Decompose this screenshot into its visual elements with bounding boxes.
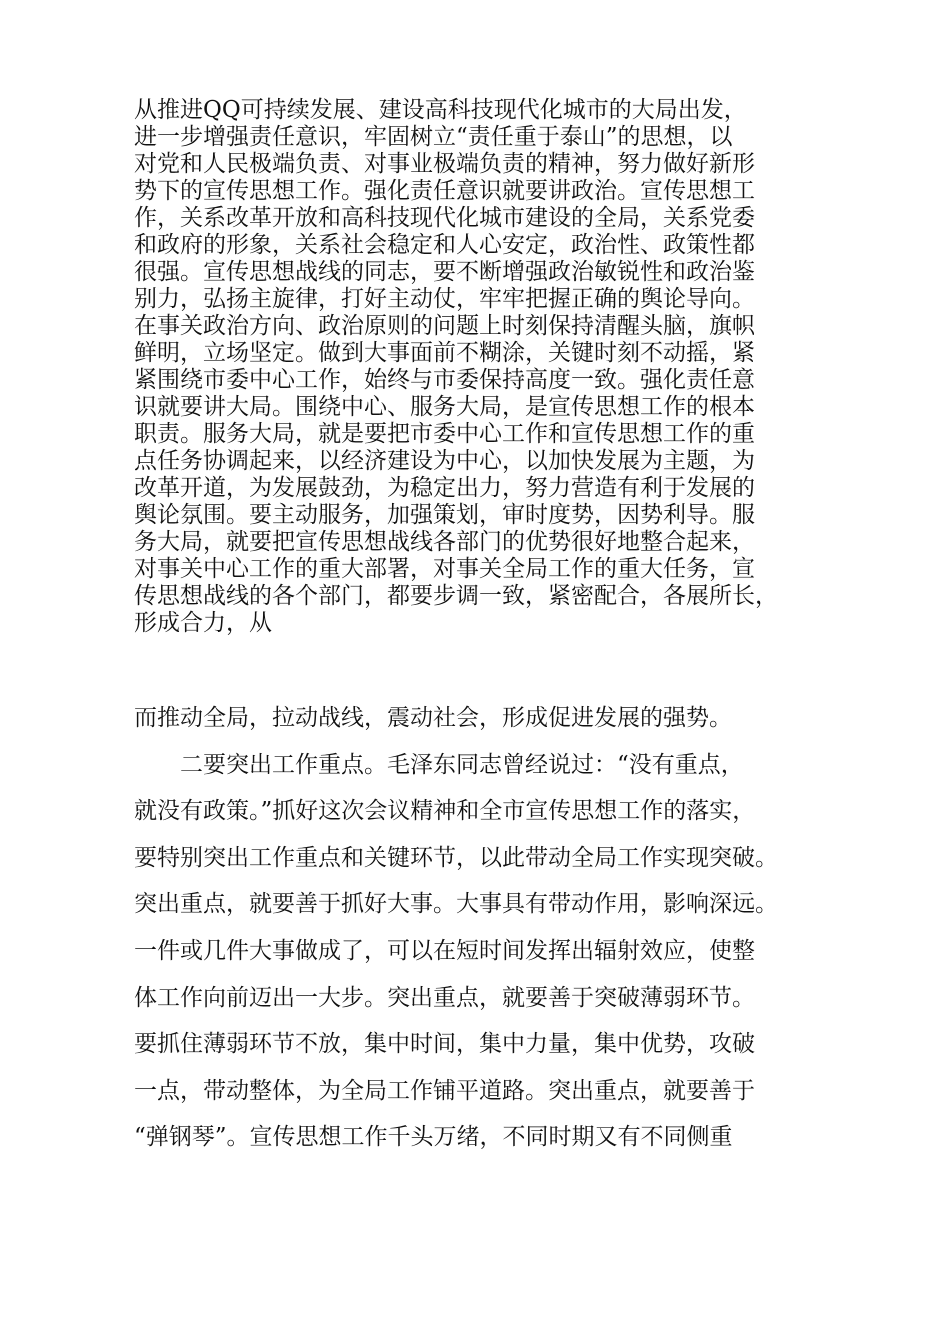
text-line: “弹钢琴”。宣传思想工作千头万绪，不同时期又有不同侧重 xyxy=(134,1124,733,1151)
text-line: 就没有政策。”抓好这次会议精神和全市宣传思想工作的落实， xyxy=(134,798,756,825)
text-line: 势下的宣传思想工作。强化责任意识就要讲政治。宣传思想工 xyxy=(134,178,755,204)
text-line: 要抓住薄弱环节不放，集中时间，集中力量，集中优势，攻破 xyxy=(134,1031,755,1058)
text-line: 别力，弘扬主旋律，打好主动仗，牢牢把握正确的舆论导向。 xyxy=(134,286,755,312)
text-line: 体工作向前迈出一大步。突出重点，就要善于突破薄弱环节。 xyxy=(134,984,755,1011)
text-line: 一点，带动整体，为全局工作铺平道路。突出重点，就要善于 xyxy=(134,1077,755,1104)
text-line: 在事关政治方向、政治原则的问题上时刻保持清醒头脑，旗帜 xyxy=(134,313,755,339)
text-line: 二要突出工作重点。毛泽东同志曾经说过：“没有重点， xyxy=(134,751,744,778)
text-line: 紧围绕市委中心工作，始终与市委保持高度一致。强化责任意 xyxy=(134,367,755,393)
text-line: 识就要讲大局。围绕中心、服务大局，是宣传思想工作的根本 xyxy=(134,394,755,420)
text-line: 作，关系改革开放和高科技现代化城市建设的全局，关系党委 xyxy=(134,205,755,231)
text-line: 对事关中心工作的重大部署，对事关全局工作的重大任务，宣 xyxy=(134,556,755,582)
paragraph-dense xyxy=(134,97,834,637)
text-line: 很强。宣传思想战线的同志，要不断增强政治敏锐性和政治鉴 xyxy=(134,259,755,285)
text-line: 舆论氛围。要主动服务，加强策划，审时度势，因势利导。服 xyxy=(134,502,755,528)
text-line: 进一步增强责任意识，牢固树立“责任重于泰山”的思想，以 xyxy=(134,124,733,150)
text-line: 改革开道，为发展鼓劲，为稳定出力，努力营造有利于发展的 xyxy=(134,475,755,501)
text-line: 和政府的形象，关系社会稳定和人心安定，政治性、政策性都 xyxy=(134,232,755,258)
text-line: 对党和人民极端负责、对事业极端负责的精神，努力做好新形 xyxy=(134,151,755,177)
text-line: 突出重点，就要善于抓好大事。大事具有带动作用，影响深远。 xyxy=(134,891,778,918)
text-line: 传思想战线的各个部门，都要步调一致，紧密配合，各展所长， xyxy=(134,583,778,609)
text-line: 一件或几件大事做成了，可以在短时间发挥出辐射效应，使整 xyxy=(134,937,755,964)
text-line: 务大局，就要把宣传思想战线各部门的优势很好地整合起来， xyxy=(134,529,755,555)
text-line: 而推动全局，拉动战线，震动社会，形成促进发展的强势。 xyxy=(134,705,732,731)
text-line: 形成合力，从 xyxy=(134,610,272,636)
text-line: 点任务协调起来，以经济建设为中心，以加快发展为主题，为 xyxy=(134,448,755,474)
text-line: 职责。服务大局，就是要把市委中心工作和宣传思想工作的重 xyxy=(134,421,755,447)
paragraph-sparse xyxy=(134,695,834,1161)
text-line: 要特别突出工作重点和关键环节，以此带动全局工作实现突破。 xyxy=(134,844,778,871)
text-line: 从推进QQ可持续发展、建设高科技现代化城市的大局出发， xyxy=(134,97,747,123)
text-line: 鲜明，立场坚定。做到大事面前不糊涂，关键时刻不动摇，紧 xyxy=(134,340,755,366)
